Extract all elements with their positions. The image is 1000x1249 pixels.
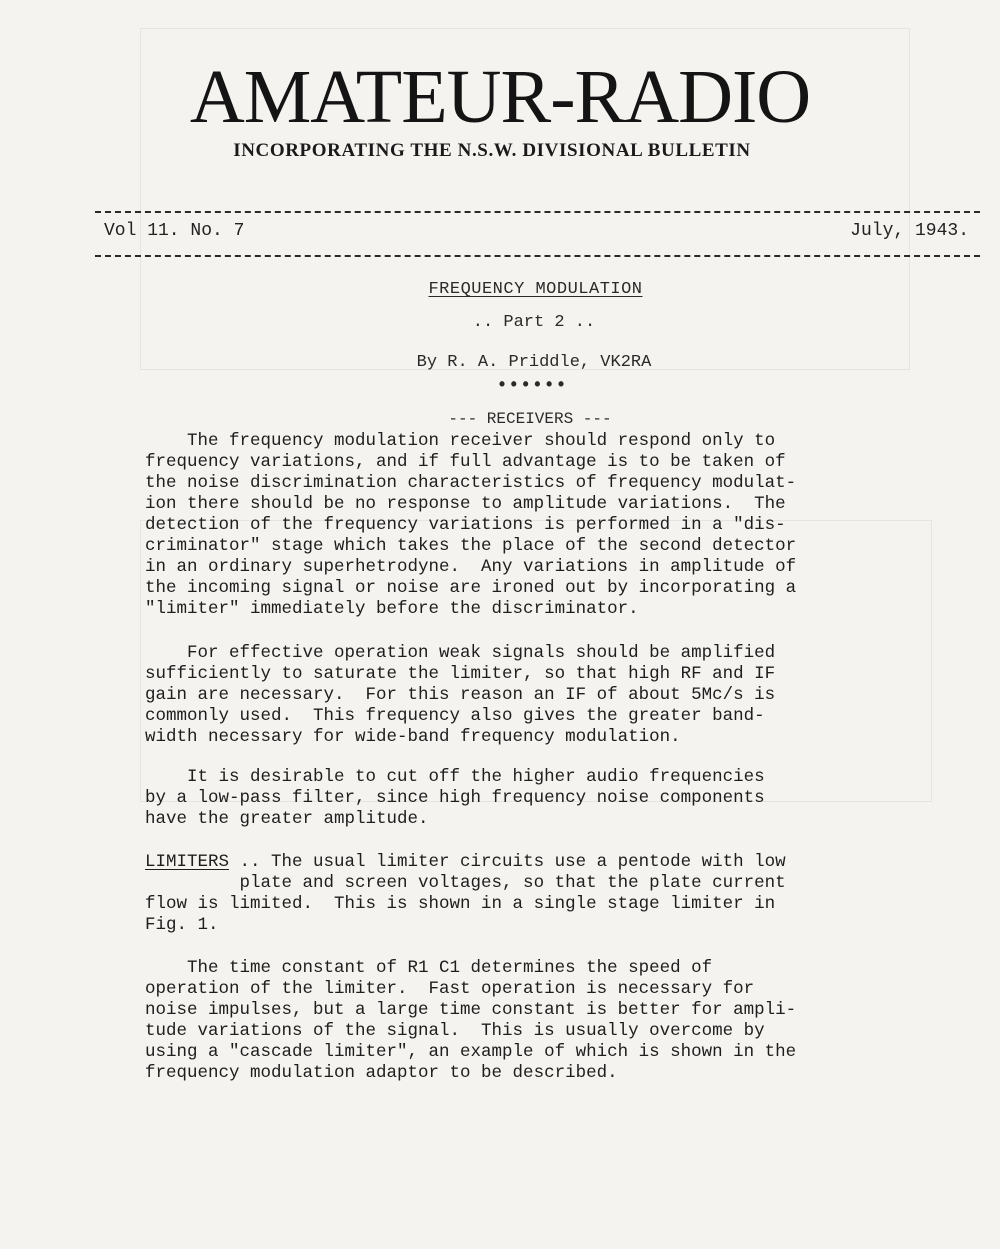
separator-dots: •••••• <box>496 376 568 396</box>
article-title-text: FREQUENCY MODULATION <box>428 280 643 299</box>
issue-date: July, 1943. <box>850 221 969 241</box>
limiters-first-line: .. The usual limiter circuits use a pentode with low <box>229 852 786 872</box>
article-part: .. Part 2 .. <box>472 313 596 332</box>
masthead-title: AMATEUR-RADIO <box>189 55 811 139</box>
paragraph-receivers-3: It is desirable to cut off the higher audio frequencies by a low-pass filter, since high frequency noise components have the greater amplitude. <box>145 767 765 829</box>
masthead-subtitle: INCORPORATING THE N.S.W. DIVISIONAL BULLETIN <box>233 140 751 161</box>
volume-number: Vol 11. No. 7 <box>104 221 245 241</box>
article-title <box>0 280 1000 299</box>
divider-bottom <box>95 255 980 257</box>
paragraph-receivers-1: The frequency modulation receiver should respond only to frequency variations, and if full advantage is to be taken of the noise discrimination characteristics of frequency modulat- ion there should be no response to amplitude variations. The detection of the frequency variations is performed in a "dis- criminator" stage which takes the place of the second detector in an ordinary superhetrodyne. Any variations in amplitude of the incoming signal or noise are ironed out by incorporating a "limiter" immediately before the discriminator. <box>145 431 797 619</box>
section-heading-limiters: LIMITERS <box>145 852 230 872</box>
divider-top <box>95 211 980 213</box>
article-byline: By R. A. Priddle, VK2RA <box>416 353 652 372</box>
paragraph-limiters-1 <box>145 852 935 936</box>
paragraph-limiters-2: The time constant of R1 C1 determines the speed of operation of the limiter. Fast operation is necessary for noise impulses, but a large time constant is better for ampli- tude variations of the signal. This is usually overcome by using a "cascade limiter", an example of which is shown in the frequency modulation adaptor to be described. <box>145 958 797 1083</box>
limiters-rest: plate and screen voltages, so that the plate current flow is limited. This is shown in a single stage limiter in Fig. 1. <box>145 873 786 935</box>
paragraph-receivers-2: For effective operation weak signals should be amplified sufficiently to saturate the limiter, so that high RF and IF gain are necessary. For this reason an IF of about 5Mc/s is commonly used. This frequency also gives the greater band- width necessary for wide-band frequency modulation. <box>145 643 776 747</box>
section-heading-receivers: --- RECEIVERS --- <box>448 410 612 428</box>
